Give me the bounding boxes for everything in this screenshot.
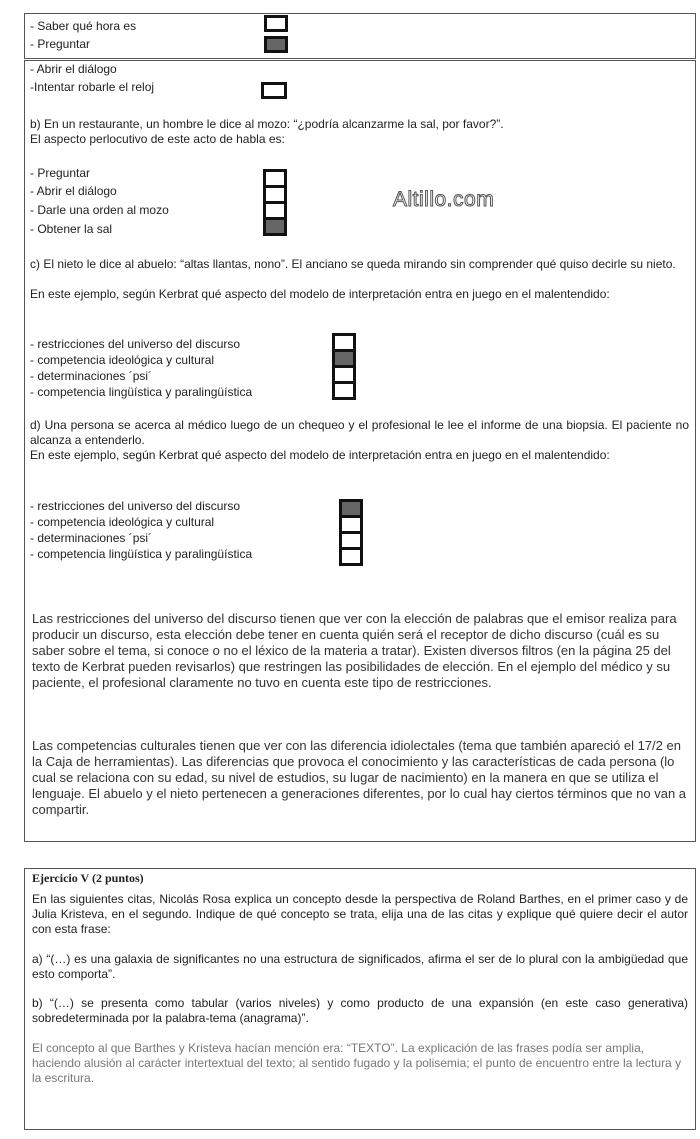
option-preguntar: - Preguntar [30,37,91,51]
exercise-5-quote-a: a) “(…) es una galaxia de significantes no una estructura de significados, afirma el ser de lo plural con la ambigüedad que esto comporta”. [32,952,688,981]
checkbox-d-4[interactable] [339,547,363,566]
checkbox-stack-b[interactable] [263,169,287,233]
option-c-4: - competencia lingüística y paralingüística [30,385,253,399]
option-b-preguntar: - Preguntar [30,166,91,180]
option-c-1: - restricciones del universo del discurso [30,337,241,351]
checkbox-stack-d[interactable] [339,499,363,563]
option-abrir-dialogo: - Abrir el diálogo [30,62,117,76]
checkbox-b-4[interactable] [263,217,287,236]
checkbox-stack-c[interactable] [332,333,356,397]
option-c-2: - competencia ideológica y cultural [30,353,215,367]
question-c: c) El nieto le dice al abuelo: “altas llantas, nono”. El anciano se queda mirando sin comprender qué quiso decirle su nieto. [30,257,676,271]
option-b-orden: - Darle una orden al mozo [30,203,169,217]
question-b-line2: El aspecto perlocutivo de este acto de habla es: [30,132,285,146]
option-d-2: - competencia ideológica y cultural [30,515,215,529]
option-saber-hora: - Saber qué hora es [30,19,137,33]
checkbox-c-4[interactable] [332,381,356,400]
question-d-2: En este ejemplo, según Kerbrat qué aspecto del modelo de interpretación entra en juego en el malentendido: [30,448,610,462]
option-b-abrir: - Abrir el diálogo [30,184,117,198]
question-d: d) Una persona se acerca al médico luego de un chequeo y el profesional le lee el informe de una biopsia. El paciente no alcanza a entenderlo. [30,418,689,447]
question-c-2: En este ejemplo, según Kerbrat qué aspecto del modelo de interpretación entra en juego en el malentendido: [30,287,610,301]
option-c-3: - determinaciones ´psi´ [30,369,153,383]
exercise-5-intro: En las siguientes citas, Nicolás Rosa explica un concepto desde la perspectiva de Roland Barthes, en el primer caso y de Julia Kristeva, en el segundo. Indique de qué concepto se trata, elija una de las citas y explique qué quiere decir el autor con esta frase: [32,892,688,936]
exercise-5-answer: El concepto al que Barthes y Kristeva hacían mención era: “TEXTO”. La explicación de las frases podía ser amplia, haciendo alusión al carácter intertextual del texto; al sentido fugado y la polisemia; el punto de encuentro entre la lectura y la escritura. [32,1041,682,1085]
exercise-5-title: Ejercicio V (2 puntos) [32,871,144,885]
watermark-logo: Altillo.com [393,188,495,211]
question-b-line1: b) En un restaurante, un hombre le dice al mozo: “¿podría alcanzarme la sal, por favor?”. [30,117,504,131]
option-b-sal: - Obtener la sal [30,222,113,236]
answer-paragraph-1: Las restricciones del universo del discurso tienen que ver con la elección de palabras que el emisor realiza para producir un discurso, esta elección debe tener en cuenta quién será el receptor de dicho discurso (cuál es su saber sobre el tema, si conoce o no el léxico de la materia a tratar). Existen diversos filtros (en la página 25 del texto de Kerbrat pueden revisarlos) que restringen las posibilidades de elección. En el ejemplo del médico y su paciente, el profesional claramente no tuvo en cuenta este tipo de restricciones. [32,611,677,690]
checkbox-saber-hora[interactable] [264,15,288,32]
option-d-3: - determinaciones ´psi´ [30,531,153,545]
checkbox-robar-reloj[interactable] [261,82,287,99]
answer-paragraph-2: Las competencias culturales tienen que ver con las diferencia idiolectales (tema que también apareció el 17/2 en la Caja de herramientas). Las diferencias que provoca el conocimiento y las características de cada persona (lo cual se relaciona con su edad, su nivel de estudios, su lugar de nacimiento) en la manera en que se utiliza el lenguaje. El abuelo y el nieto pertenecen a generaciones diferentes, por lo cual hay ciertos términos que no van a compartir. [32,738,687,817]
exercise-5-quote-b: b) “(…) se presenta como tabular (varios niveles) y como producto de una expansión (en este caso generativa) sobredeterminada por la palabra-tema (anagrama)”. [32,996,688,1025]
option-d-1: - restricciones del universo del discurso [30,499,241,513]
option-d-4: - competencia lingüística y paralingüística [30,547,253,561]
option-robar-reloj: -Intentar robarle el reloj [30,80,155,94]
checkbox-preguntar[interactable] [264,36,288,53]
